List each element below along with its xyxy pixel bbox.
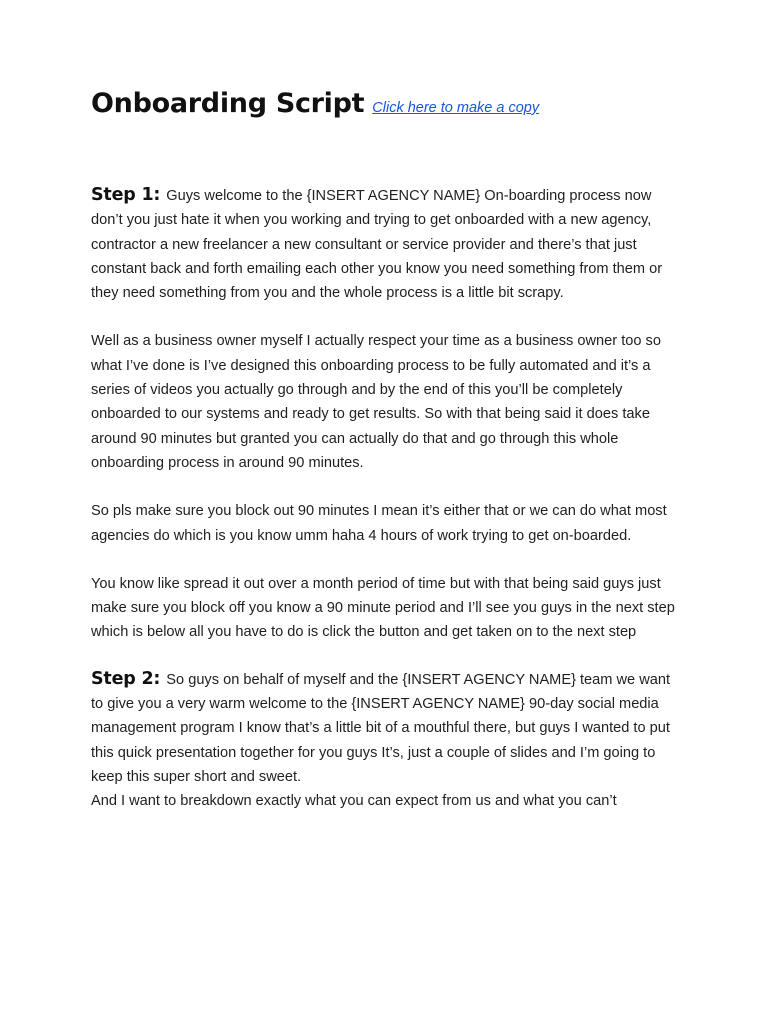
body-paragraph: So pls make sure you block out 90 minutes I mean it’s either that or we can do what most agencies do which is you know umm haha 4 hours of work trying to get on-boarded. — [91, 503, 667, 544]
make-copy-link[interactable]: Click here to make a copy — [372, 100, 540, 116]
body-paragraph: Well as a business owner myself I actually respect your time as a business owner too so what I’ve done is I’ve designed this onboarding process to be fully automated and it’s a series of videos you actually go through and by the end of this you’ll be completely onboarded to our systems and ready to get results. So with that being said it does take around 90 minutes but granted you can actually do that and go through this whole onboarding process in around 90 minutes. — [91, 333, 661, 471]
step-1-text: Guys welcome to the {INSERT AGENCY NAME} On-boarding process now don’t you just hate it when you working and trying to get onboarded with a new agency, contractor a new freelancer a new consultant or service provider and there’s that just constant back and forth emailing each other you know you need something from them or they need something from you and the whole process is a little bit scrapy. — [91, 188, 663, 302]
page-title: Onboarding Script — [91, 88, 365, 119]
step-2-label: Step 2: — [91, 668, 161, 689]
body-paragraph: And I want to breakdown exactly what you can expect from us and what you can’t — [91, 793, 617, 810]
step-1-paragraph — [91, 183, 683, 305]
step-2-paragraph — [91, 667, 683, 789]
step-1-label: Step 1: — [91, 185, 161, 205]
step-2-text: So guys on behalf of myself and the {INSERT AGENCY NAME} team we want to give you a very warm welcome to the {INSERT AGENCY NAME} 90-day social media management program I know that’s a little bit of a mouthful there, but guys I wanted to put this quick presentation together for you guys It’s, just a couple of slides and I’m going to keep this super short and sweet. — [91, 671, 671, 785]
document-page — [91, 88, 683, 814]
step-2-section — [91, 667, 683, 814]
step-1-section — [91, 183, 683, 645]
title-row — [91, 88, 683, 119]
body-paragraph: You know like spread it out over a month period of time but with that being said guys just make sure you block off you know a 90 minute period and I’ll see you guys in the next step which is below all you have to do is click the button and get taken on to the next step — [91, 575, 675, 641]
